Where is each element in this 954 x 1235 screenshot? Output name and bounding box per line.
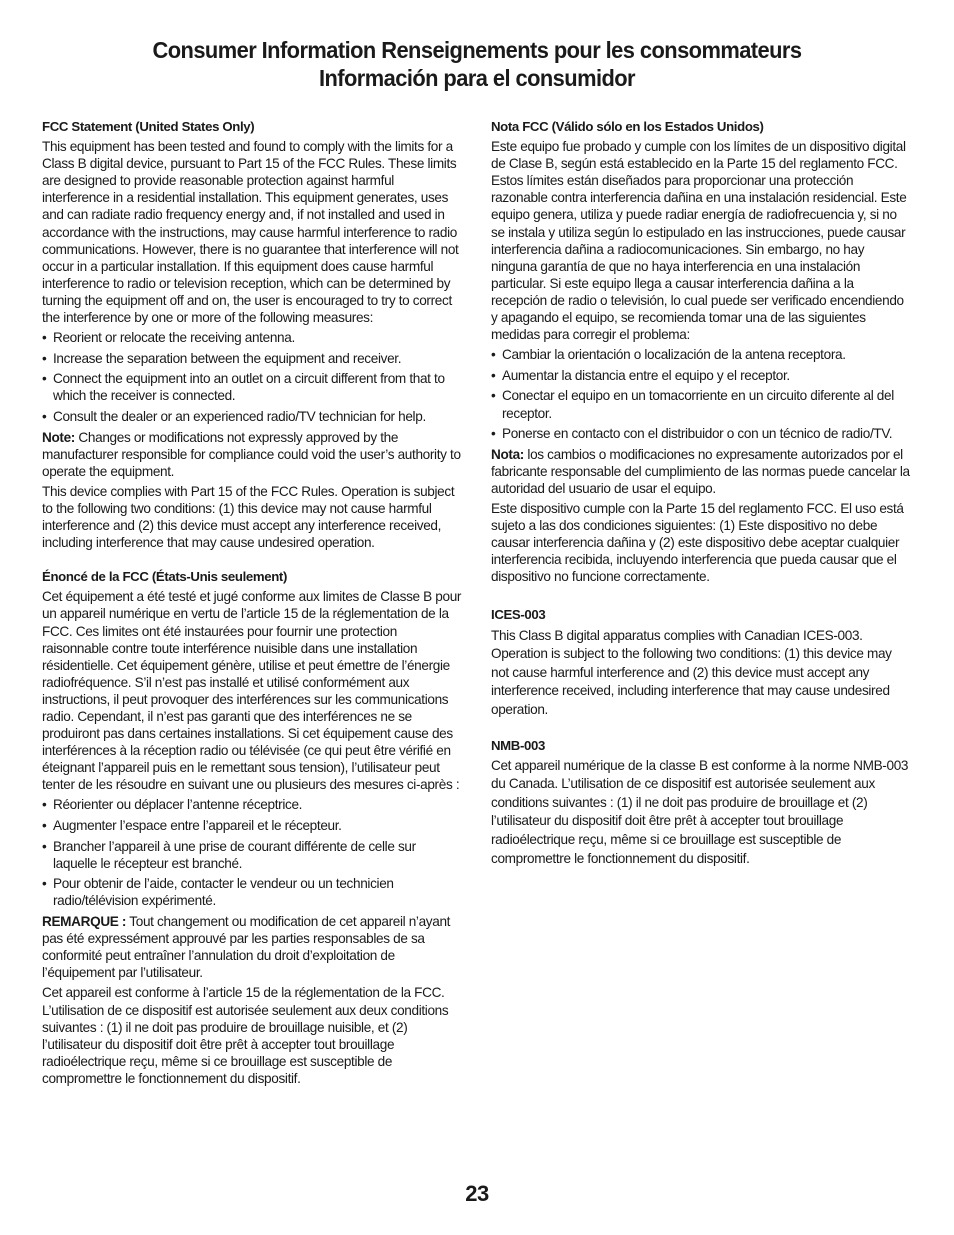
page-number: 23 [465,1181,489,1206]
fcc-statement-es [491,118,912,585]
list-item: • Consult the dealer or an experienced radio/TV technician for help. [42,408,463,425]
list-item: • Pour obtenir de l’aide, contacter le vendeur ou un technicien radio/télévision expérimenté. [42,875,463,909]
page-title-line-1: Consumer Information Renseignements pour les consommateurs [152,37,802,63]
list-item: • Aumentar la distancia entre el equipo y el receptor. [491,367,912,384]
fcc-es-note [491,446,912,497]
fcc-fr-compliance: Cet appareil est conforme à l’article 15 de la réglementation de la FCC. L’utilisation de ce dispositif est autorisée seulement aux deux conditions suivantes : (1) il ne doit pas produire de brouillage nuisible, et (2) l’utilisateur du dispositif doit être prêt à accepter tout brouillage radioélectrique reçu, même si ce brouillage est susceptible de compromettre le fonctionnement du dispositif. [42,985,449,1086]
list-item: • Réorienter ou déplacer l’antenne réceptrice. [42,796,463,813]
fcc-es-measures-list [491,346,912,442]
fcc-en-note [42,429,463,480]
ices-heading: ICES-003 [491,607,546,623]
list-item: • Cambiar la orientación o localización de la antena receptora. [491,346,912,363]
nmb-heading: NMB-003 [491,737,545,753]
list-item: • Ponerse en contacto con el distribuidor o con un técnico de radio/TV. [491,425,912,442]
nmb-003-section [491,737,912,869]
list-item: • Brancher l’appareil à une prise de courant différente de celle sur laquelle le récepteur est branché. [42,838,463,872]
note-label: REMARQUE : [42,914,127,930]
fcc-fr-measures-list [42,796,463,909]
list-item: • Increase the separation between the equipment and receiver. [42,350,463,367]
fcc-en-intro: This equipment has been tested and found to comply with the limits for a Class B digital device, pursuant to Part 15 of the FCC Rules. These limits are designed to provide reasonable protection against harmful interference in a residential installation. This equipment generates, uses and can radiate radio frequency energy and, if not installed and used in accordance with the instructions, may cause harmful interference to radio communications. However, there is no guarantee that interference will not occur in a particular installation. If this equipment does cause harmful interference to radio or television reception, which can be determined by turning the equipment off and on, the user is encouraged to try to correct the interference by one or more of the following measures: [42,139,459,326]
left-column [42,118,463,1090]
fcc-fr-heading: Énoncé de la FCC (États-Unis seulement) [42,569,288,585]
page-title-line-2: Información para el consumidor [318,65,635,91]
nmb-text: Cet appareil numérique de la classe B est conforme à la norme NMB-003 du Canada. L’utilisation de ce dispositif est autorisée seulement aux conditions suivantes : (1) il ne doit pas produire de brouillage et (2) l’utilisateur du dispositif doit être prêt à accepter tout brouillage radioélectrique reçu, même si ce brouillage est susceptible de compromettre le fonctionnement du dispositif. [491,757,909,866]
note-text: los cambios o modificaciones no expresamente autorizados por el fabricante responsable del cumplimiento de las normas puede cancelar la autoridad del usuario de usar el equipo. [491,446,910,496]
fcc-en-measures-list [42,329,463,425]
note-label: Note: [42,429,75,445]
right-column [491,118,912,871]
ices-text: This Class B digital apparatus complies with Canadian ICES-003. Operation is subject to the following two conditions: (1) this device may not cause harmful interference and (2) this device must accept any interference received, including interference that may cause undesired operation. [491,627,892,717]
fcc-en-compliance: This device complies with Part 15 of the FCC Rules. Operation is subject to the following two conditions: (1) this device may not cause harmful interference and (2) this device must accept any interference received, including interference that may cause undesired operation. [42,483,455,551]
ices-003-section [491,606,912,719]
fcc-es-intro: Este equipo fue probado y cumple con los límites de un dispositivo digital de Clase B, según está establecido en la Parte 15 del reglamento FCC. Estos límites están diseñados para proporcionar una protección razonable contra interferencia dañina en una instalación residencial. Este equipo genera, utiliza y puede radiar energía de radiofrecuencia y, si no se instala y utiliza según lo estipulado en las instrucciones, puede causar interferencia dañina a radiocomunicaciones. Sin embargo, no hay ninguna garantía de que no haya interferencia en una instalación particular. Si este equipo llega a causar interferencia dañina a la recepción de radio o televisión, lo cual puede ser verificado encendiendo y apagando el equipo, se recomienda tomar una de las siguientes medidas para corregir el problema: [491,139,907,343]
fcc-fr-note [42,913,463,981]
page-title [33,36,920,92]
note-text: Changes or modifications not expressly approved by the manufacturer responsible for compliance could void the user’s authority to operate the equipment. [42,429,461,479]
note-text: Tout changement ou modification de cet appareil n’ayant pas été expressément approuvé par les parties responsables de sa conformité peut entraîner l’annulation du droit d’exploitation de l’équipement par l’utilisateur. [42,914,451,981]
fcc-es-heading: Nota FCC (Válido sólo en los Estados Unidos) [491,119,764,134]
list-item: • Conectar el equipo en un tomacorriente en un circuito diferente al del receptor. [491,387,912,421]
fcc-statement-en [42,118,463,551]
fcc-statement-fr [42,568,463,1087]
note-label: Nota: [491,446,524,462]
fcc-en-heading: FCC Statement (United States Only) [42,119,255,134]
list-item: • Connect the equipment into an outlet on a circuit different from that to which the receiver is connected. [42,370,463,404]
list-item: • Augmenter l’espace entre l’appareil et le récepteur. [42,817,463,834]
fcc-fr-intro: Cet équipement a été testé et jugé conforme aux limites de Classe B pour un appareil numérique en vertu de l’article 15 de la réglementation de la FCC. Ces limites ont été instaurées pour fournir une protection raisonnable contre toute interférence nuisible dans une installation résidentielle. Cet équipement génère, utilise et peut émettre de l’énergie radiofréquence. S’il n’est pas installé et utilisé conformément aux instructions, il peut provoquer des interférences sur les communications radio. Cependant, il n’est pas garanti que des interférences ne se produiront pas dans certaines installations. Si cet équipement cause des interférences à la réception radio ou télévisée (ce qui peut être vérifié en éteignant l’appareil puis en le remettant sous tension), l’utilisateur peut tenter de les résoudre en suivant une ou plusieurs des mesures ci-après : [42,589,462,793]
list-item: • Reorient or relocate the receiving antenna. [42,329,463,346]
fcc-es-compliance: Este dispositivo cumple con la Parte 15 del reglamento FCC. El uso está sujeto a las dos condiciones siguientes: (1) Este dispositivo no debe causar interferencia dañina y (2) este dispositivo debe aceptar cualquier interferencia recibida, incluyendo interferencia que pueda causar que el dispositivo no funcione correctamente. [491,500,904,585]
